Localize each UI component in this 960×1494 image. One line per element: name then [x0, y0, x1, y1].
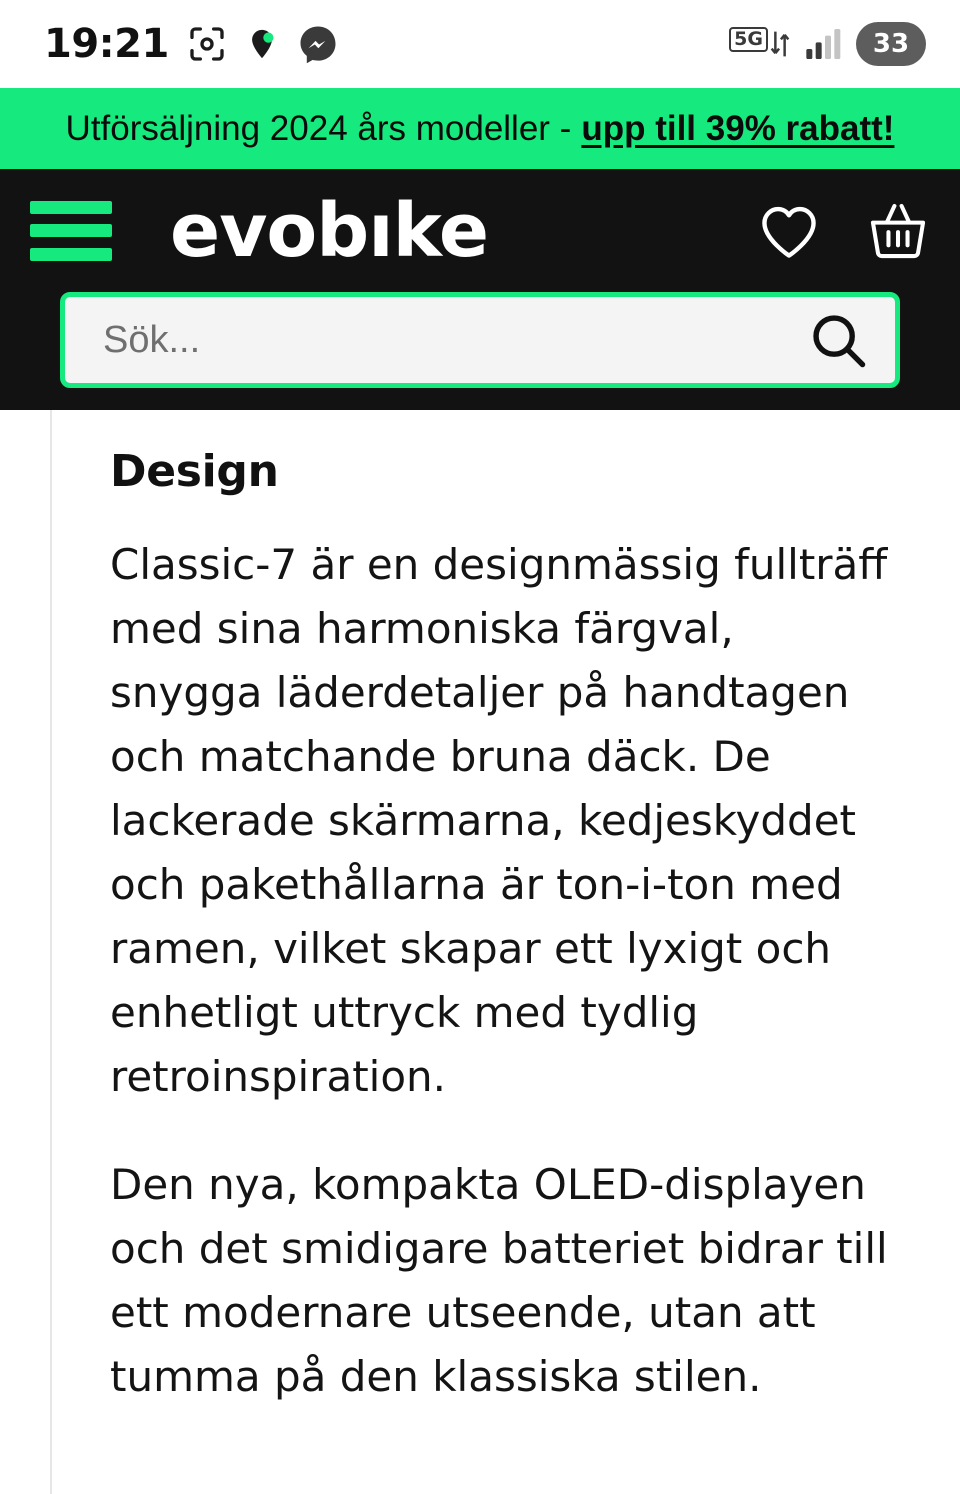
network-indicator — [729, 27, 790, 61]
hamburger-bar-1 — [30, 201, 112, 214]
page-title: Design — [110, 446, 279, 497]
android-status-bar — [0, 0, 960, 88]
search-icon[interactable] — [807, 309, 869, 371]
brand-logo[interactable]: evobıke — [170, 187, 489, 274]
screenshot-icon — [187, 24, 227, 64]
search-box[interactable] — [60, 292, 900, 388]
status-bar-left — [44, 21, 339, 67]
description-content — [0, 446, 960, 1409]
hamburger-bar-3 — [30, 248, 112, 261]
promo-banner[interactable] — [0, 88, 960, 169]
search-area — [30, 292, 930, 410]
network-type-label: 5G — [729, 27, 768, 52]
data-transfer-icon — [770, 27, 790, 61]
search-input[interactable] — [101, 318, 807, 363]
hamburger-bar-2 — [30, 224, 112, 237]
battery-indicator: 33 — [856, 22, 926, 66]
description-paragraph-2: Den nya, kompakta OLED-displayen och det smidigare batteriet bidrar till ett modernare utseende, utan att tumma på den klassiska stilen. — [110, 1160, 888, 1401]
promo-discount-link[interactable]: upp till 39% rabatt! — [581, 108, 895, 148]
header-actions — [758, 200, 930, 262]
location-icon — [245, 24, 279, 64]
status-clock: 19:21 — [44, 21, 169, 67]
product-description-section — [0, 410, 960, 1494]
header-top-row — [30, 169, 930, 292]
messenger-icon — [297, 23, 339, 65]
status-bar-right — [729, 22, 926, 66]
content-left-rail — [50, 410, 52, 1494]
hamburger-menu-icon[interactable] — [30, 201, 112, 261]
heart-icon[interactable] — [758, 202, 820, 260]
basket-icon[interactable] — [866, 200, 930, 262]
site-header — [0, 169, 960, 410]
description-paragraph-1: Classic-7 är en designmässig fullträff med sina harmoniska färgval, snygga läderdetaljer på handtagen och matchande bruna däck. De lackerade skärmarna, kedjeskyddet och pakethållarna är ton-i-ton med ramen, vilket skapar ett lyxigt och enhetligt uttryck med tydlig retroinspiration. — [110, 540, 888, 1101]
signal-bars-icon — [802, 24, 844, 64]
promo-text: Utförsäljning 2024 års modeller - — [65, 108, 572, 148]
